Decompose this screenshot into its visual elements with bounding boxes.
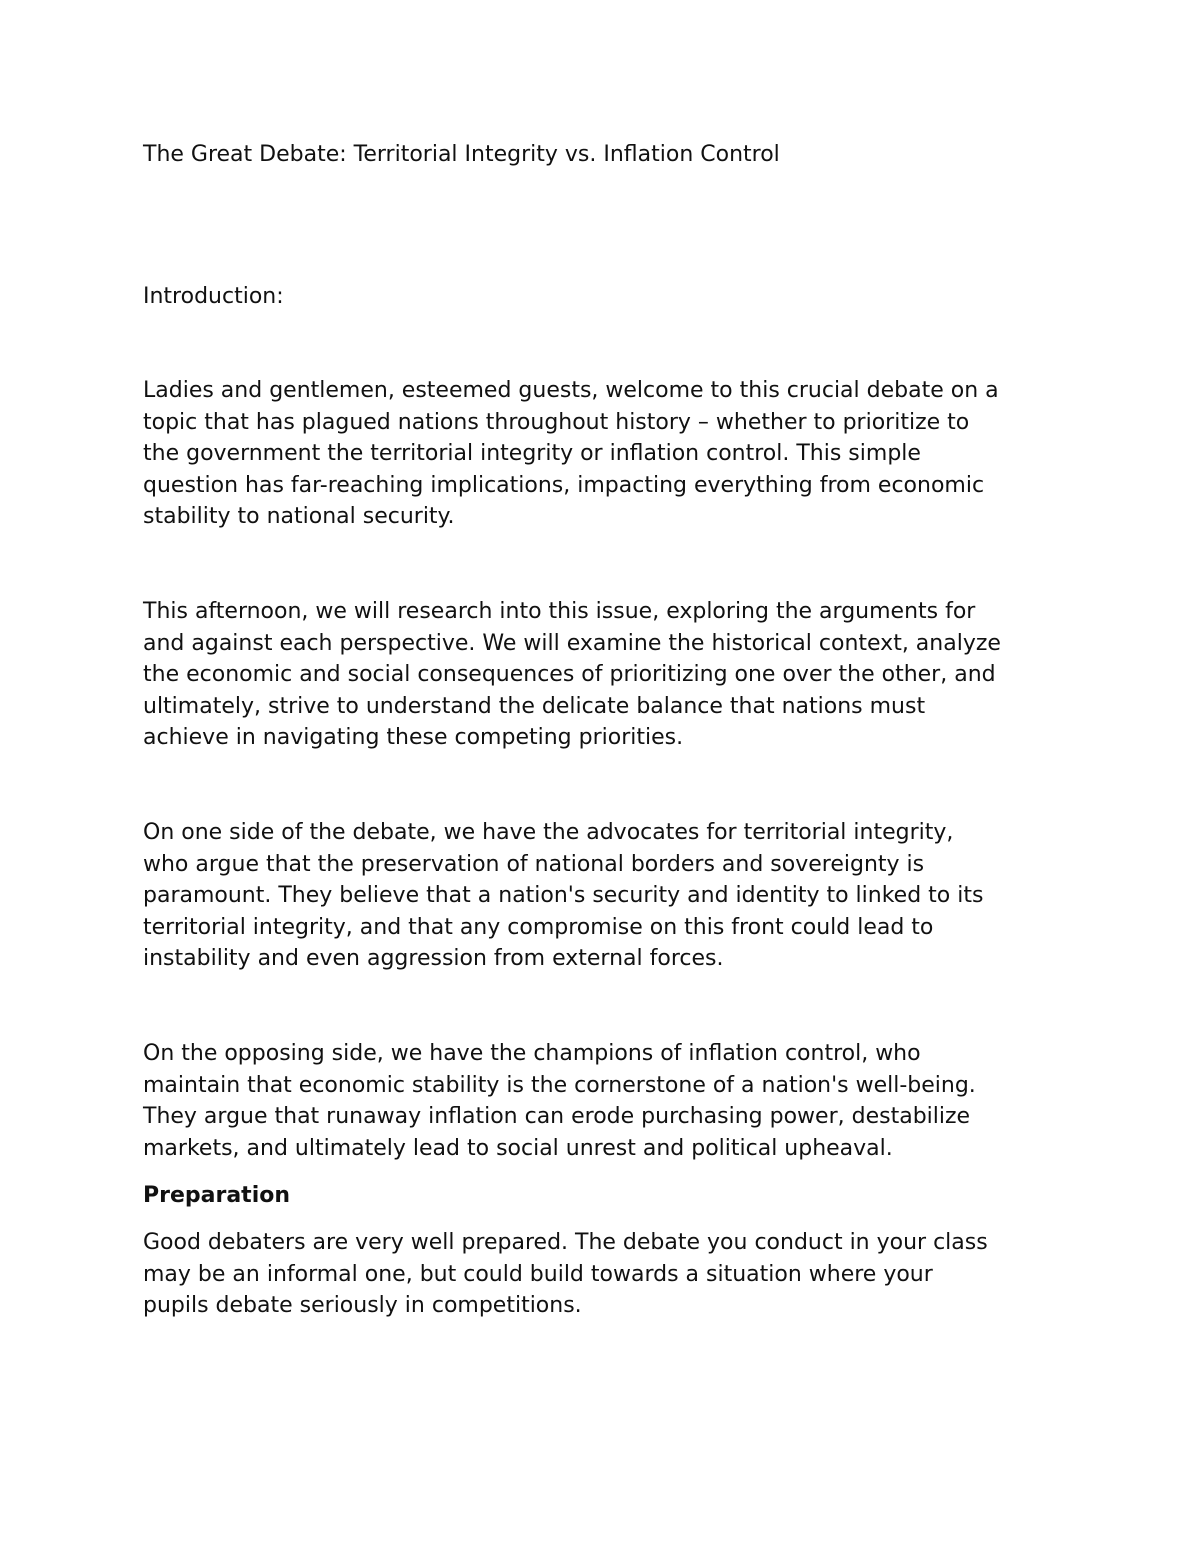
document-title: The Great Debate: Territorial Integrity vs. Inflation Control (143, 142, 780, 167)
paragraph-preparation: Good debaters are very well prepared. The debate you conduct in your class may be an informal one, but could build towards a situation where your pupils debate seriously in competitions. (143, 1230, 988, 1319)
paragraph-welcome: Ladies and gentlemen, esteemed guests, welcome to this crucial debate on a topic that has plagued nations throughout history – whether to prioritize to the government the territorial integrity or inflation control. This simple question has far-reaching implications, impacting everything from economic stability to national security. (143, 378, 999, 530)
paragraph-territorial-integrity: On one side of the debate, we have the advocates for territorial integrity, who argue that the preservation of national borders and sovereignty is paramount. They believe that a nation's security and identity to linked to its territorial integrity, and that any compromise on this front could lead to instability and even aggression from external forces. (143, 820, 984, 972)
paragraph-research: This afternoon, we will research into this issue, exploring the arguments for and against each perspective. We will examine the historical context, analyze the economic and social consequences of prioritizing one over the other, and ultimately, strive to understand the delicate balance that nations must achieve in navigating these competing priorities. (143, 599, 1001, 751)
paragraph-inflation-control: On the opposing side, we have the champions of inflation control, who maintain that economic stability is the cornerstone of a nation's well-being. They argue that runaway inflation can erode purchasing power, destabilize markets, and ultimately lead to social unrest and political upheaval. (143, 1041, 976, 1161)
preparation-heading: Preparation (143, 1183, 291, 1208)
introduction-label: Introduction: (143, 284, 284, 309)
